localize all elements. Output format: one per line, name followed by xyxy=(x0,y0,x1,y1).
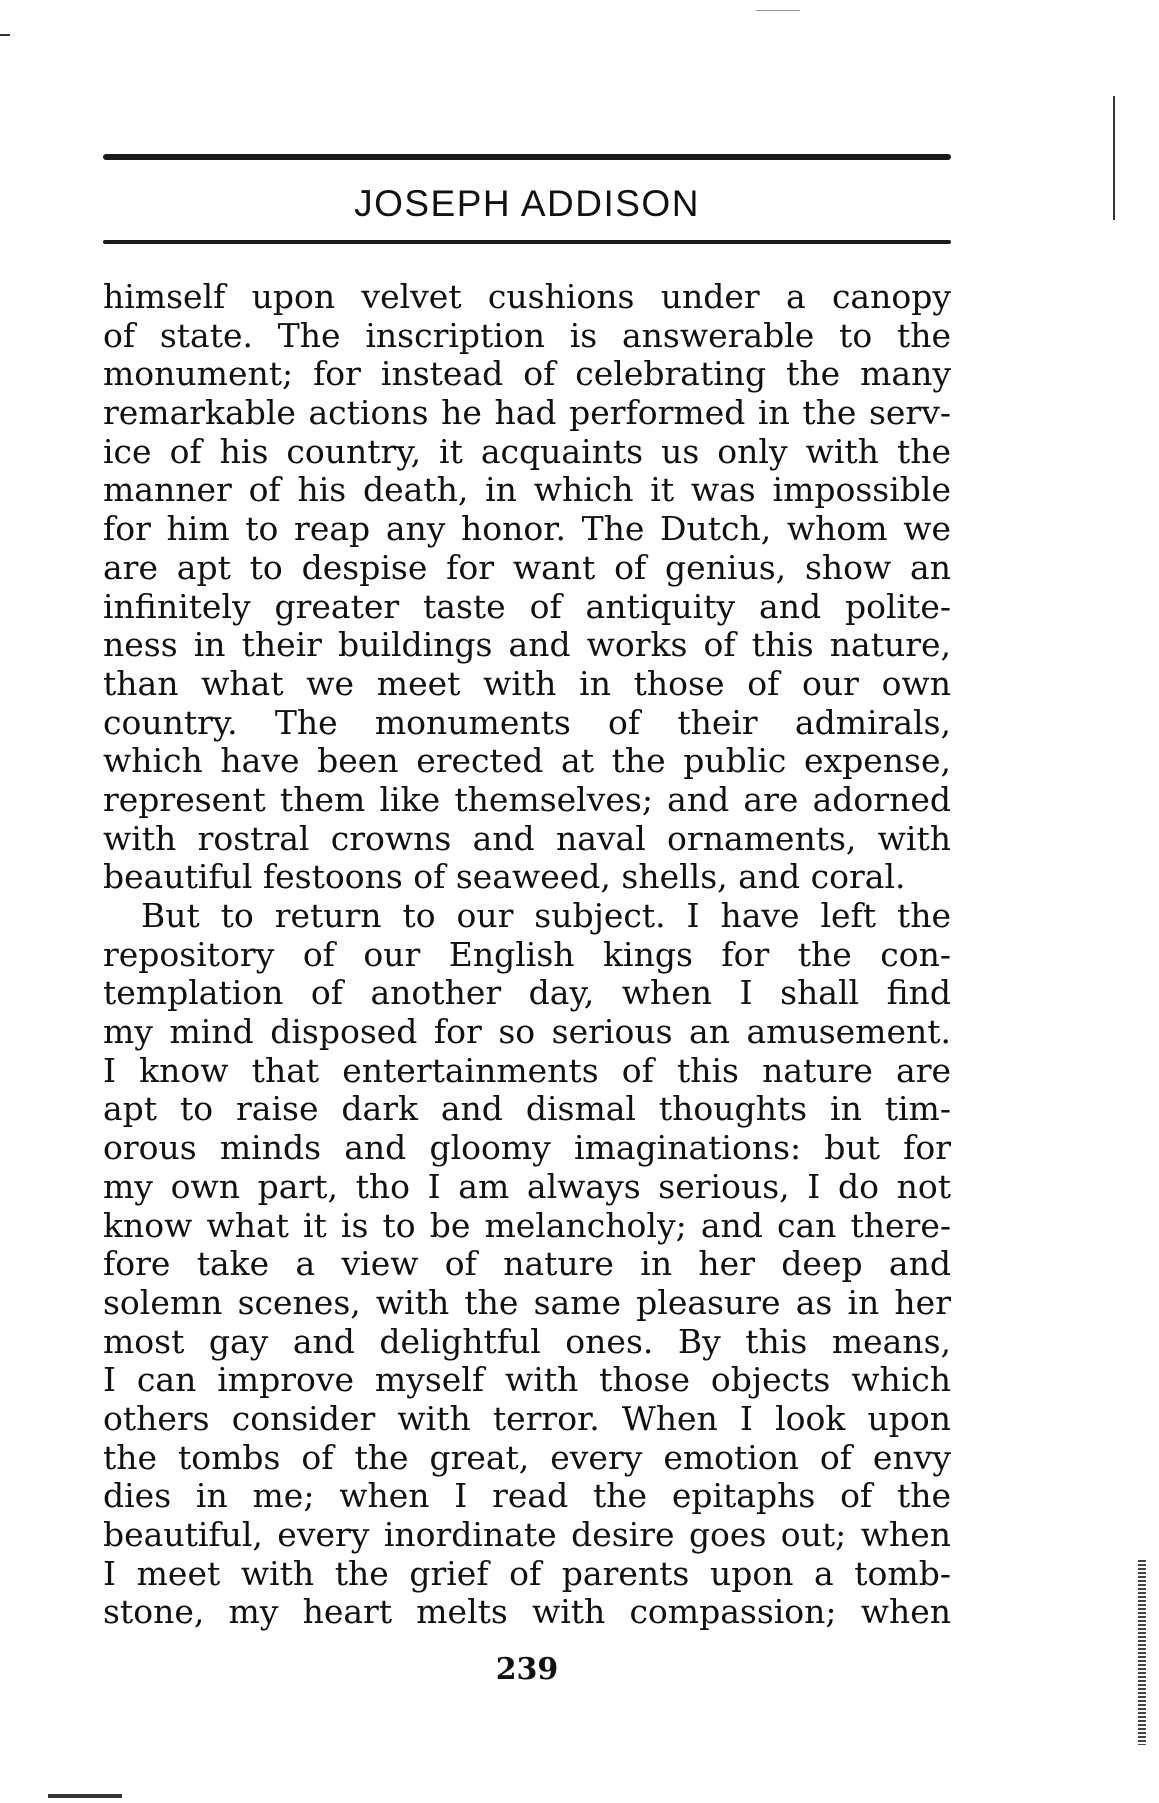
text-line: know what it is to be melancholy; and can there- xyxy=(103,1206,951,1245)
text-line: infinitely greater taste of antiquity and polite- xyxy=(103,587,951,626)
text-line: dies in me; when I read the epitaphs of the xyxy=(103,1477,951,1516)
text-line: ice of his country, it acquaints us only with the xyxy=(103,432,951,471)
header-top-rule xyxy=(103,154,951,160)
text-line: which have been erected at the public expense, xyxy=(103,742,951,781)
text-line: repository of our English kings for the con- xyxy=(103,935,951,974)
text-line: orous minds and gloomy imaginations: but for xyxy=(103,1129,951,1168)
body-text xyxy=(103,278,951,1632)
text-line: himself upon velvet cushions under a canopy xyxy=(103,278,951,316)
scan-artifact-right-top xyxy=(1113,96,1115,220)
text-line: I meet with the grief of parents upon a tomb- xyxy=(103,1554,951,1593)
text-line: stone, my heart melts with compassion; when xyxy=(103,1593,951,1632)
text-line: the tombs of the great, every emotion of envy xyxy=(103,1438,951,1477)
text-line: templation of another day, when I shall find xyxy=(103,974,951,1013)
scan-artifact-top xyxy=(756,10,800,11)
text-line: remarkable actions he had performed in the serv- xyxy=(103,394,951,433)
text-line: beautiful, every inordinate desire goes out; when xyxy=(103,1516,951,1554)
scan-artifact-binding xyxy=(1138,1560,1146,1745)
page-number: 239 xyxy=(495,1652,559,1687)
text-line: others consider with terror. When I look upon xyxy=(103,1399,951,1438)
text-line: with rostral crowns and naval ornaments, with xyxy=(103,819,951,858)
paragraph-end-line: beautiful festoons of seaweed, shells, and coral. xyxy=(103,858,906,897)
text-line: I can improve myself with those objects which xyxy=(103,1361,951,1400)
text-line: than what we meet with in those of our own xyxy=(103,664,951,703)
text-line: I know that entertainments of this nature are xyxy=(103,1051,951,1090)
text-line: ness in their buildings and works of this nature, xyxy=(103,626,951,665)
text-line: my own part, tho I am always serious, I do not xyxy=(103,1167,951,1206)
text-line: country. The monuments of their admirals, xyxy=(103,703,951,742)
text-line: represent them like themselves; and are adorned xyxy=(103,780,951,819)
text-line: monument; for instead of celebrating the many xyxy=(103,355,951,394)
text-line: are apt to despise for want of genius, show an xyxy=(103,548,951,587)
text-line: apt to raise dark and dismal thoughts in tim- xyxy=(103,1090,951,1129)
text-line: solemn scenes, with the same pleasure as in her xyxy=(103,1283,951,1322)
text-line: of state. The inscription is answerable to the xyxy=(103,316,951,355)
text-line: most gay and delightful ones. By this means, xyxy=(103,1322,951,1361)
text-line: manner of his death, in which it was impossible xyxy=(103,471,951,510)
header-bottom-rule xyxy=(103,240,951,244)
scan-artifact-left xyxy=(0,34,10,36)
text-line: fore take a view of nature in her deep and xyxy=(103,1245,951,1284)
scan-artifact-bottom xyxy=(48,1794,122,1798)
running-title: JOSEPH ADDISON xyxy=(354,183,700,224)
text-line: my mind disposed for so serious an amusement. xyxy=(103,1013,951,1052)
paragraph-start-line: But to return to our subject. I have left the xyxy=(141,897,951,935)
text-line: for him to reap any honor. The Dutch, whom we xyxy=(103,510,951,549)
